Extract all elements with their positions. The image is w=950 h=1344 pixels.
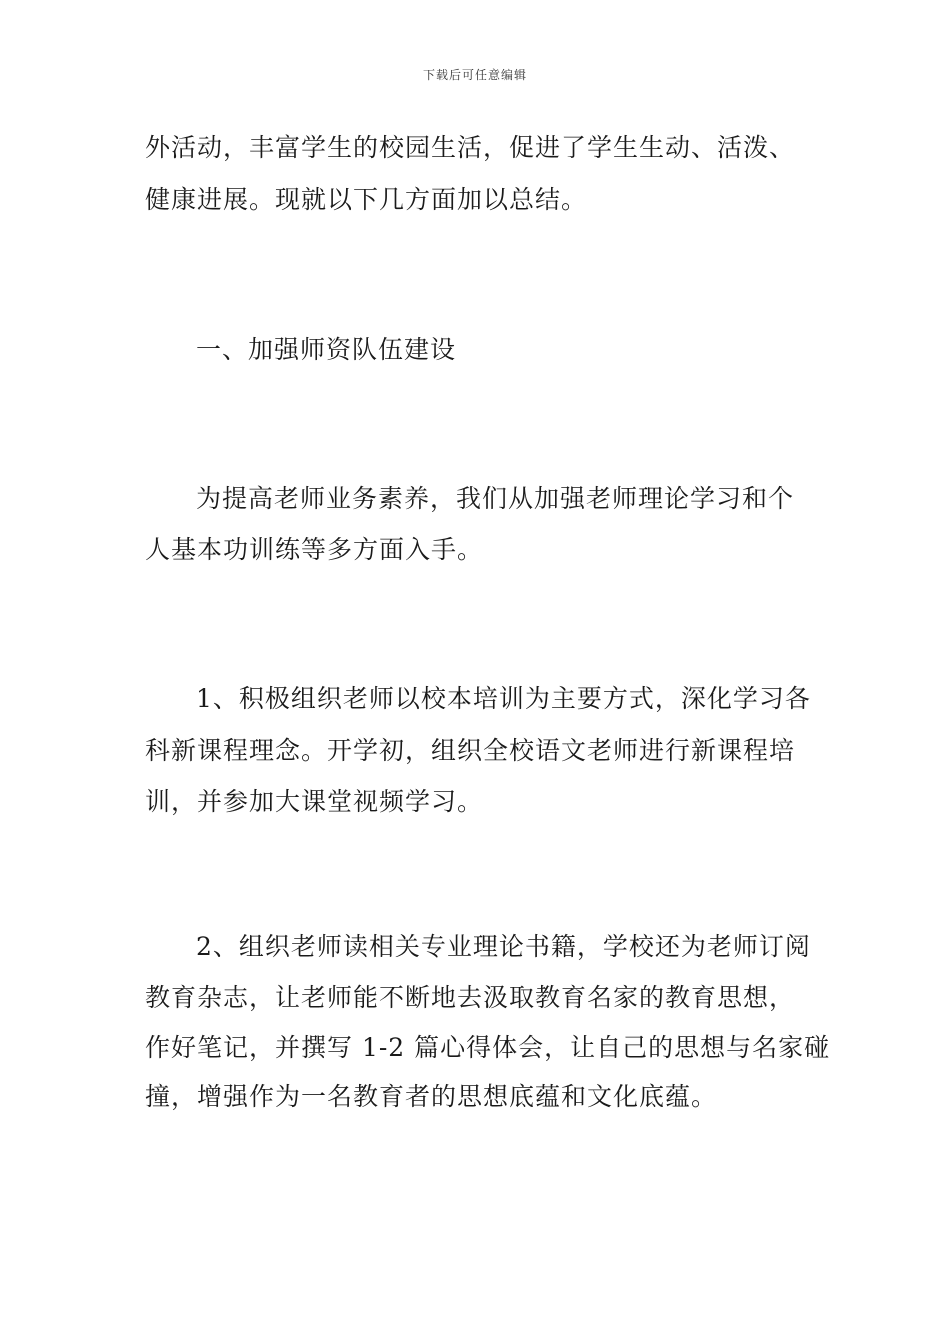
paragraph-1-line-2: 人基本功训练等多方面入手。 xyxy=(145,535,484,564)
intro-line-1: 外活动，丰富学生的校园生活，促进了学生生动、活泼、 xyxy=(145,133,796,162)
item-1-line-2: 科新课程理念。开学初，组织全校语文老师进行新课程培 xyxy=(145,736,796,765)
intro-line-2: 健康进展。现就以下几方面加以总结。 xyxy=(145,185,588,214)
item-2-line-4: 撞，增强作为一名教育者的思想底蕴和文化底蕴。 xyxy=(145,1082,718,1111)
paragraph-1-line-1: 为提高老师业务素养，我们从加强老师理论学习和个 xyxy=(196,484,795,513)
item-2-line-2: 教育杂志，让老师能不断地去汲取教育名家的教育思想， xyxy=(145,983,796,1012)
item-2-line-3: 作好笔记，并撰写 1-2 篇心得体会，让自己的思想与名家碰 xyxy=(145,1033,831,1062)
page-header-note: 下载后可任意编辑 xyxy=(422,68,527,82)
section-heading: 一、加强师资队伍建设 xyxy=(196,335,457,364)
item-1-line-1: 1、积极组织老师以校本培训为主要方式，深化学习各 xyxy=(196,684,811,713)
item-1-line-3: 训，并参加大课堂视频学习。 xyxy=(145,787,484,816)
item-2-line-1: 2、组织老师读相关专业理论书籍，学校还为老师订阅 xyxy=(196,932,811,961)
